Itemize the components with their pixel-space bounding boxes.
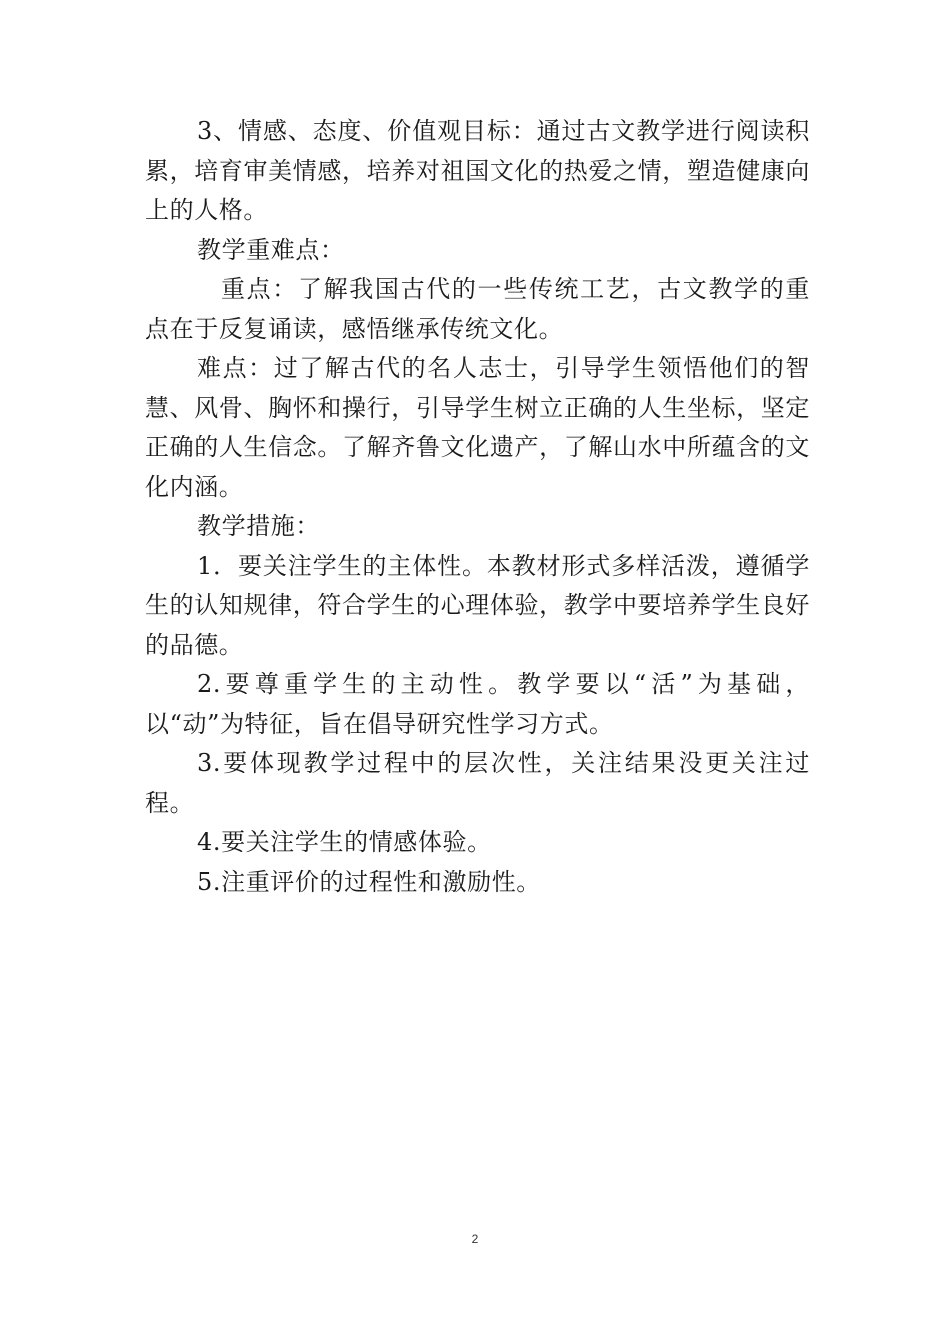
list-item-measure-1: 1．要关注学生的主体性。本教材形式多样活泼，遵循学生的认知规律，符合学生的心理体验，教学中要培养学生良好的品德。 <box>145 551 810 659</box>
document-body <box>145 112 810 902</box>
heading-key-difficult-points: 教学重难点： <box>197 235 345 264</box>
heading-teaching-measures: 教学措施： <box>197 512 320 540</box>
paragraph-emotional-goal: 3、情感、态度、价值观目标：通过古文教学进行阅读积累，培育审美情感，培养对祖国文化的热爱之情，塑造健康向上的人格。 <box>145 117 810 224</box>
list-item-measure-4: 4.要关注学生的情感体验。 <box>197 828 492 856</box>
paragraph-key-points: 重点：了解我国古代的一些传统工艺，古文教学的重点在于反复诵读，感悟继承传统文化。 <box>145 275 810 343</box>
list-item-measure-2: 2.要尊重学生的主动性。教学要以“活”为基础，以“动”为特征，旨在倡导研究性学习方式。 <box>145 670 810 738</box>
list-item-measure-5: 5.注重评价的过程性和激励性。 <box>197 867 541 896</box>
list-item-measure-3: 3.要体现教学过程中的层次性，关注结果没更关注过程。 <box>145 749 810 817</box>
page-number: 2 <box>471 1232 479 1246</box>
paragraph-difficult-points: 难点：过了解古代的名人志士，引导学生领悟他们的智慧、风骨、胸怀和操行，引导学生树立正确的人生坐标，坚定正确的人生信念。了解齐鲁文化遗产，了解山水中所蕴含的文化内涵。 <box>145 354 810 501</box>
